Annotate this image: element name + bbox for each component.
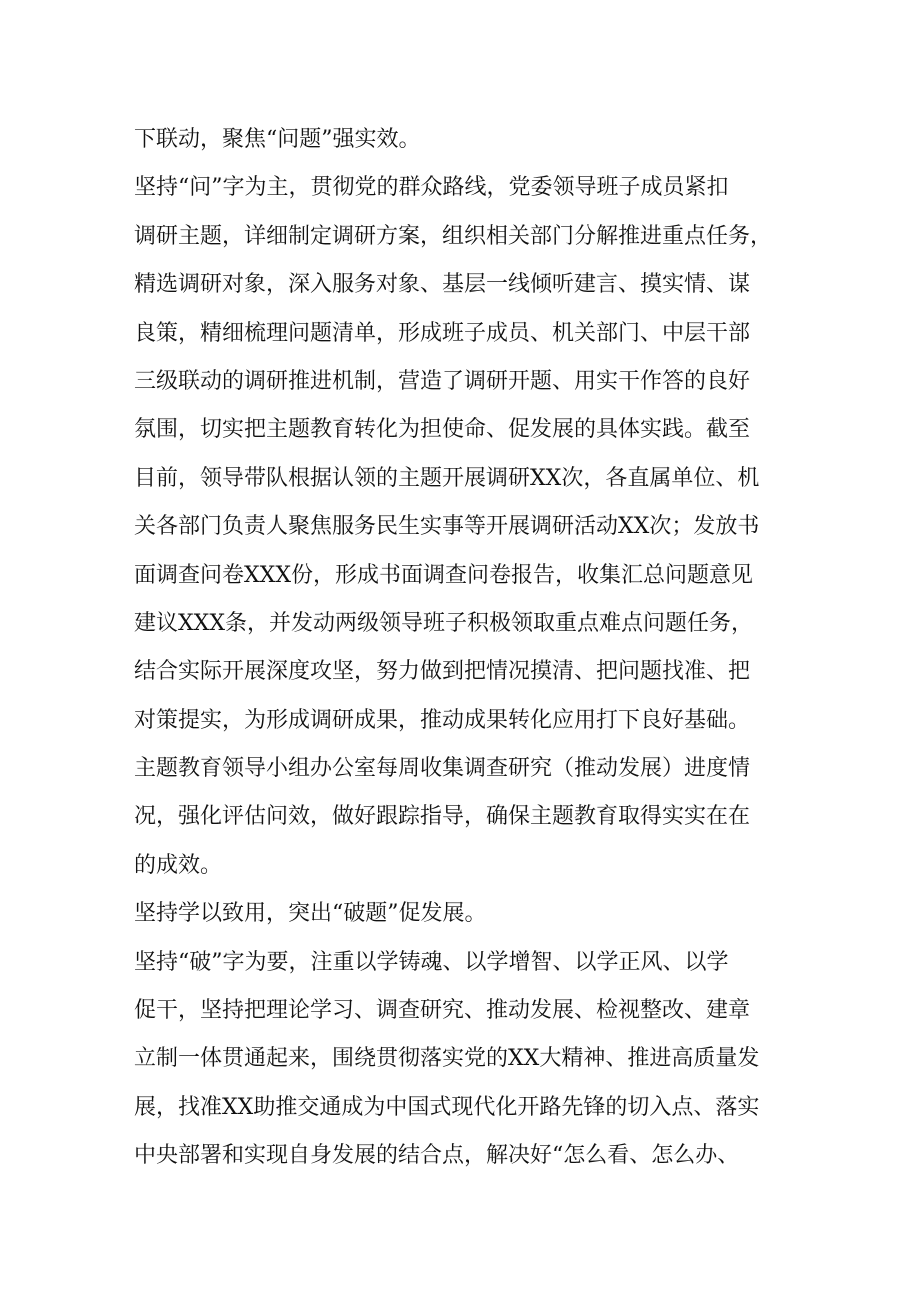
text-line: 关各部门负责人聚焦服务民生实事等开展调研活动XX次；发放书 bbox=[134, 514, 760, 540]
text-line: 坚持“破”字为要，注重以学铸魂、以学增智、以学正风、以学 bbox=[134, 949, 729, 975]
text-line: 促干，坚持把理论学习、调查研究、推动发展、检视整改、建章 bbox=[134, 998, 751, 1024]
text-line: 下联动，聚焦“问题”强实效。 bbox=[134, 127, 421, 152]
text-line: 目前，领导带队根据认领的主题开展调研XX次，各直属单位、机 bbox=[134, 465, 760, 491]
text-line: 氛围，切实把主题教育转化为担使命、促发展的具体实践。截至 bbox=[134, 417, 751, 443]
text-line: 况，强化评估问效，做好跟踪指导，确保主题教育取得实实在在 bbox=[134, 804, 751, 830]
text-line: 面调查问卷XXX份，形成书面调查问卷报告，收集汇总问题意见 bbox=[134, 562, 753, 588]
text-line: 中央部署和实现自身发展的结合点，解决好“怎么看、怎么办、 bbox=[134, 1143, 740, 1169]
text-line: 主题教育领导小组办公室每周收集调查研究（推动发展）进度情 bbox=[134, 756, 751, 782]
text-line: 精选调研对象，深入服务对象、基层一线倾听建言、摸实情、谋 bbox=[134, 272, 751, 298]
text-line: 立制一体贯通起来，围绕贯彻落实党的XX大精神、推进高质量发 bbox=[134, 1046, 760, 1072]
text-line: 建议XXX条，并发动两级领导班子积极领取重点难点问题任务， bbox=[134, 610, 753, 636]
text-line: 展，找准XX助推交通成为中国式现代化开路先锋的切入点、落实 bbox=[134, 1094, 760, 1120]
text-line: 对策提实，为形成调研成果，推动成果转化应用打下良好基础。 bbox=[134, 707, 751, 733]
text-line: 三级联动的调研推进机制，营造了调研开题、用实干作答的良好 bbox=[134, 368, 751, 394]
text-line: 结合实际开展深度攻坚，努力做到把情况摸清、把问题找准、把 bbox=[134, 659, 751, 685]
section-heading: 坚持学以致用，突出“破题”促发展。 bbox=[134, 901, 487, 927]
text-line: 调研主题，详细制定调研方案，组织相关部门分解推进重点任务， bbox=[134, 223, 773, 249]
text-line: 良策，精细梳理问题清单，形成班子成员、机关部门、中层干部 bbox=[134, 320, 751, 346]
body-text bbox=[134, 116, 794, 1181]
text-line: 的成效。 bbox=[134, 852, 223, 878]
text-line: 坚持“问”字为主，贯彻党的群众路线，党委领导班子成员紧扣 bbox=[134, 175, 729, 201]
